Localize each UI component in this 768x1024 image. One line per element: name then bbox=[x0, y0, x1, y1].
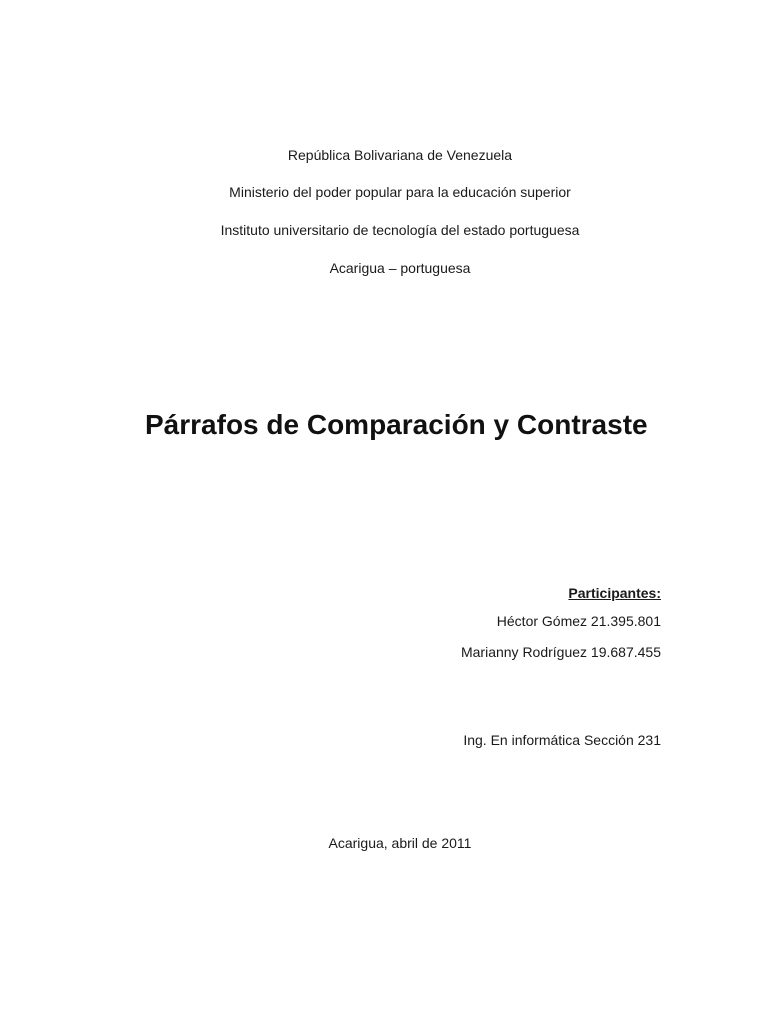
institute-line: Instituto universitario de tecnología del estado portuguesa bbox=[220, 222, 580, 238]
place-date: Acarigua, abril de 2011 bbox=[328, 835, 472, 851]
participants-heading: Participantes: bbox=[568, 585, 661, 601]
location-line: Acarigua – portuguesa bbox=[329, 260, 471, 276]
ministry-line: Ministerio del poder popular para la educación superior bbox=[229, 184, 571, 200]
participant-1: Héctor Gómez 21.395.801 bbox=[496, 613, 661, 629]
document-title: Párrafos de Comparación y Contraste bbox=[145, 409, 648, 440]
participant-2: Marianny Rodríguez 19.687.455 bbox=[460, 644, 661, 660]
program-section: Ing. En informática Sección 231 bbox=[463, 732, 661, 748]
country-line: República Bolivariana de Venezuela bbox=[287, 147, 513, 163]
